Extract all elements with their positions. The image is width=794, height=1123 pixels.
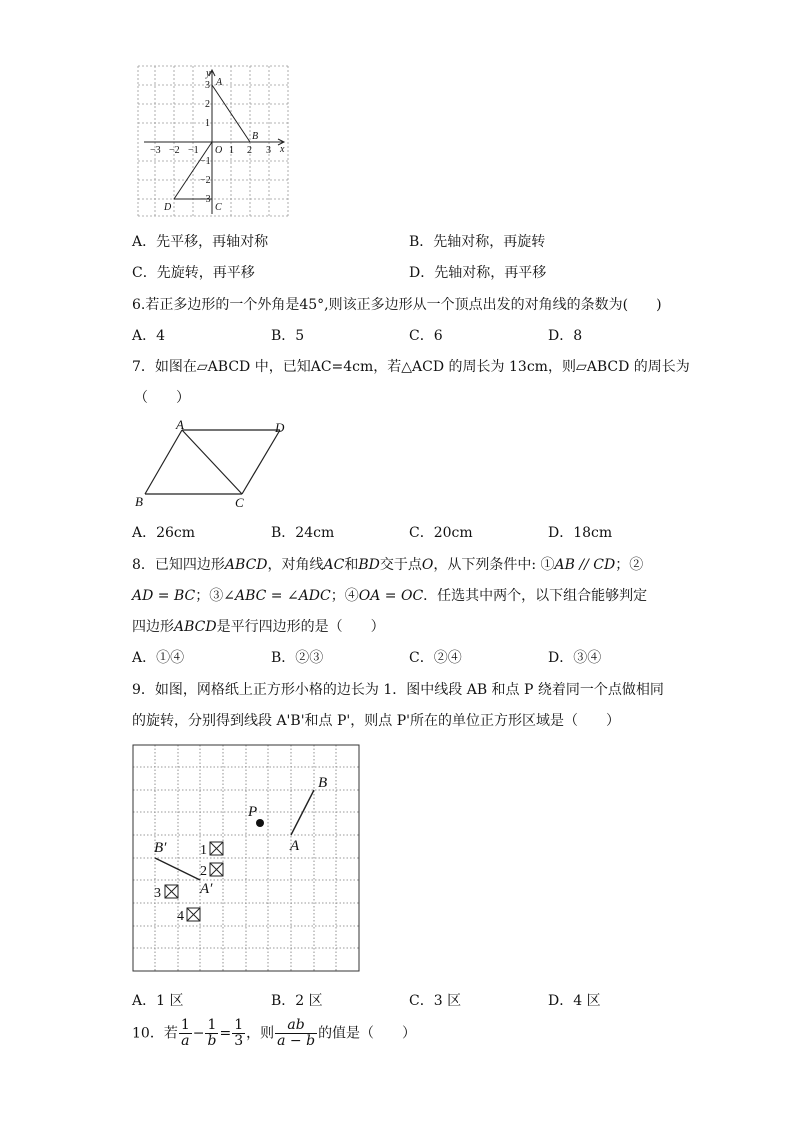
q6-option-b[interactable]: B．5 xyxy=(271,328,305,344)
x-tick-label: −1 xyxy=(188,145,199,156)
q6-option-a[interactable]: A．4 xyxy=(132,328,166,344)
grid-lines xyxy=(138,66,288,216)
y-tick-label: 1 xyxy=(205,118,210,129)
q7-parallelogram-figure xyxy=(130,418,300,513)
point-b-label: B xyxy=(318,775,328,791)
side-ba xyxy=(145,430,182,494)
region-3-label: 3 xyxy=(154,886,161,901)
point-c-label: C xyxy=(215,202,222,213)
q5-option-d[interactable]: D．先轴对称，再平移 xyxy=(409,265,547,281)
q9-option-d[interactable]: D．4 区 xyxy=(548,993,601,1009)
q8-option-b[interactable]: B．②③ xyxy=(271,650,324,666)
point-a-label: A xyxy=(290,838,300,854)
condition-2: AD = BC xyxy=(132,588,196,604)
point-b-prime-label: B′ xyxy=(154,840,167,856)
quad-name: ABCD xyxy=(224,557,268,573)
origin-label: O xyxy=(215,145,223,156)
point-p xyxy=(256,819,264,827)
q7-stem: 7．如图在▱ABCD 中，已知AC=4cm，若△ACD 的周长为 13cm，则▱ABCD 的周长为 xyxy=(132,359,690,375)
point-a-label: A xyxy=(216,77,223,88)
fraction-1-over-b: $\frac{1}{b}$ xyxy=(207,1017,217,1049)
q8-stem-line-2: AD = BC；③∠ABC = ∠ADC；④OA = OC．任选其中两个，以下组合能够判定 xyxy=(132,588,648,604)
q5-option-a[interactable]: A．先平移，再轴对称 xyxy=(132,234,269,250)
vertex-c-label: C xyxy=(235,495,244,510)
q8-option-c[interactable]: C．②④ xyxy=(409,650,462,666)
point-b-label: B xyxy=(252,131,259,142)
q8-stem-line-1: 8．已知四边形ABCD，对角线AC和BD交于点O，从下列条件中: ①AB // CD；② xyxy=(132,557,644,573)
x-axis-label: x xyxy=(280,144,285,155)
vertex-d-label: D xyxy=(275,420,285,435)
q7-option-a[interactable]: A．26cm xyxy=(132,525,196,541)
y-tick-label: 3 xyxy=(205,80,210,91)
y-tick-label: −1 xyxy=(200,156,211,167)
x-tick-label: 3 xyxy=(266,145,271,156)
q5-option-c[interactable]: C．先旋转，再平移 xyxy=(132,265,255,281)
q6-stem: 6.若正多边形的一个外角是45°,则该正多边形从一个顶点出发的对角线的条数为( ) xyxy=(132,297,662,313)
condition-4: OA = OC xyxy=(358,588,424,604)
region-4-label: 4 xyxy=(177,909,184,924)
q10-stem: 10．若 $\frac{1}{a}$ − $\frac{1}{b}$ = $\frac{1}{3}$ ，则 $\frac{ab}{a - b}$ 的值是（ ） xyxy=(132,1017,417,1049)
y-tick-label: 2 xyxy=(205,99,210,110)
q7-option-b[interactable]: B．24cm xyxy=(271,525,335,541)
x-tick-label: −3 xyxy=(150,145,161,156)
q7-option-c[interactable]: C．20cm xyxy=(409,525,473,541)
q5-coordinate-figure xyxy=(130,58,300,223)
q9-rotation-grid-figure xyxy=(130,742,364,976)
q6-option-d[interactable]: D．8 xyxy=(548,328,583,344)
q8-stem-line-3: 四边形ABCD是平行四边形的是（ ） xyxy=(132,619,385,635)
region-2-label: 2 xyxy=(200,864,207,879)
q6-option-c[interactable]: C．6 xyxy=(409,328,443,344)
point-a-prime-label: A′ xyxy=(200,881,213,897)
q5-option-b[interactable]: B．先轴对称，再旋转 xyxy=(409,234,546,250)
fraction-1-over-3: $\frac{1}{3}$ xyxy=(234,1017,244,1049)
q7-answer-blank: （ ） xyxy=(134,390,190,406)
q9-stem-line-1: 9．如图，网格纸上正方形小格的边长为 1．图中线段 AB 和点 P 绕着同一个点做相同 xyxy=(132,682,664,698)
y-tick-label: −3 xyxy=(200,194,211,205)
fraction-1-over-a: $\frac{1}{a}$ xyxy=(180,1017,190,1049)
q7-option-d[interactable]: D．18cm xyxy=(548,525,613,541)
q8-option-d[interactable]: D．③④ xyxy=(548,650,602,666)
point-d-label: D xyxy=(164,202,172,213)
q9-stem-line-2: 的旋转，分别得到线段 A'B'和点 P'，则点 P'所在的单位正方形区域是（ ） xyxy=(132,713,620,729)
condition-3: ∠ABC = ∠ADC xyxy=(223,588,331,604)
x-tick-label: 1 xyxy=(229,145,234,156)
segment-a1b1 xyxy=(155,858,200,880)
segment-ab xyxy=(212,85,250,142)
region-1-label: 1 xyxy=(200,843,207,858)
y-axis-label: y xyxy=(206,68,211,79)
condition-1: AB // CD xyxy=(554,557,616,573)
q9-option-a[interactable]: A．1 区 xyxy=(132,993,184,1009)
q9-option-c[interactable]: C．3 区 xyxy=(409,993,462,1009)
q8-option-a[interactable]: A．①④ xyxy=(132,650,185,666)
x-tick-label: 2 xyxy=(247,145,252,156)
x-tick-label: −2 xyxy=(169,145,180,156)
vertex-a-label: A xyxy=(176,418,184,432)
side-dc xyxy=(242,430,280,494)
fraction-ab-over-a-minus-b: $\frac{ab}{a - b}$ xyxy=(277,1017,316,1049)
segment-ab xyxy=(291,790,314,835)
point-p-label: P xyxy=(248,804,258,820)
y-tick-label: −2 xyxy=(200,175,211,186)
vertex-b-label: B xyxy=(135,494,143,509)
diagonal-ac xyxy=(182,430,242,494)
q9-option-b[interactable]: B．2 区 xyxy=(271,993,323,1009)
